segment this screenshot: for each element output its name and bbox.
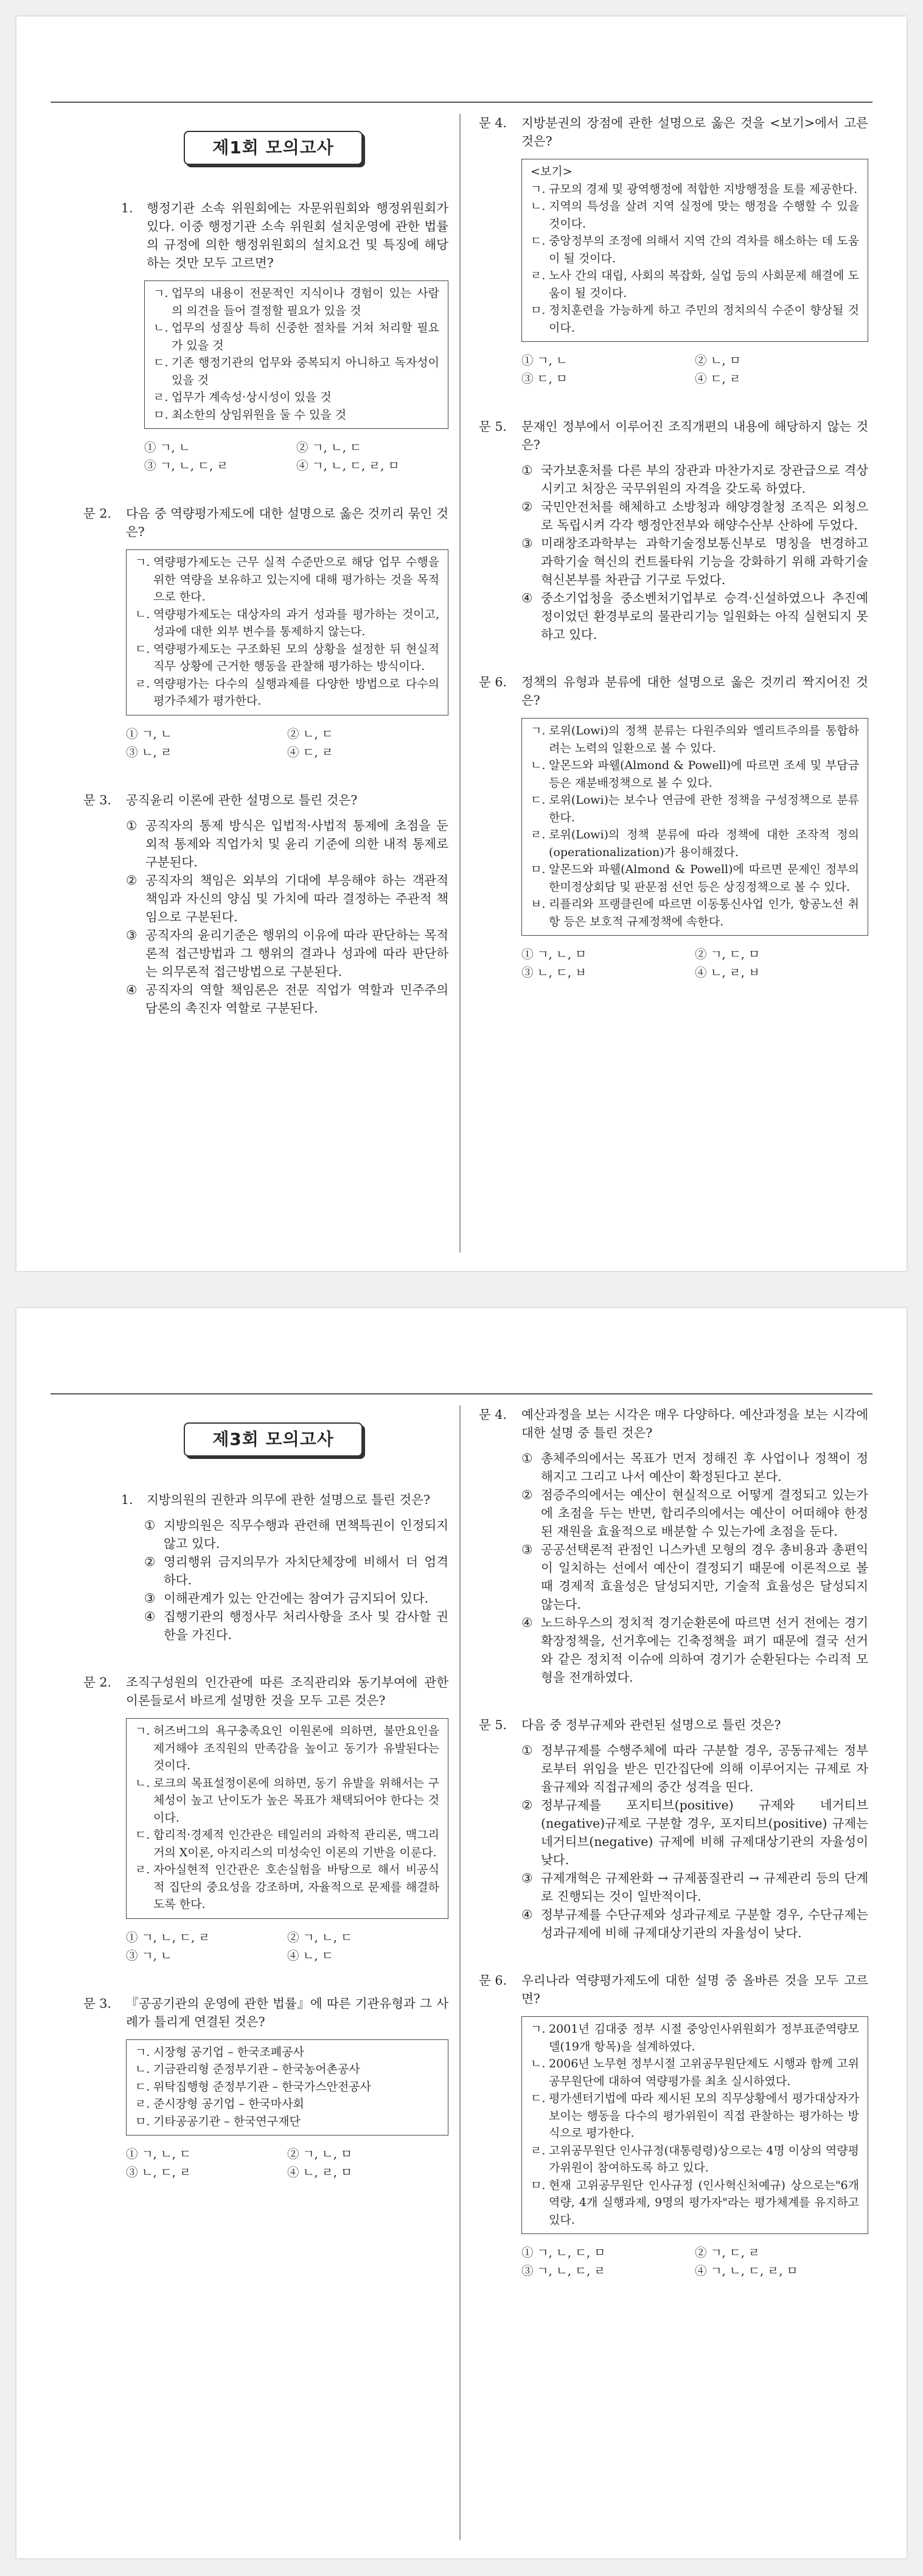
top-rule (51, 102, 872, 103)
list-item: ㄱ. 업무의 내용이 전문적인 지식이나 경험이 있는 사람의 의견을 들어 결정할 필요가 있을 것 (153, 287, 439, 318)
answer-option[interactable]: ③ ㄱ, ㄴ, ㄷ, ㄹ (144, 459, 229, 473)
page-title: 제1회 모의고사 (184, 131, 363, 165)
question-3 (83, 1994, 448, 2182)
answer-statement[interactable]: ④ 정부규제를 수단규제와 성과규제로 구분할 경우, 수단규제는 성과규제에 비해 규제대상기관의 자율성이 낮다. (521, 1907, 868, 1940)
list-item: ㄷ. 역량평가제도는 구조화된 모의 상황을 설정한 뒤 현실적 직무 상황에 근거한 행동을 관찰해 평가하는 방식이다. (135, 642, 439, 673)
answer-option[interactable]: ② ㄱ, ㄷ, ㄹ (695, 2246, 761, 2260)
answer-statement[interactable]: ③ 규제개혁은 규제완화 → 규제품질관리 → 규제관리 등의 단계로 진행되는 것이 일반적이다. (521, 1871, 868, 1904)
answer-option[interactable]: ③ ㄴ, ㄷ, ㄹ (126, 2165, 192, 2179)
exam-page-1 (16, 16, 907, 1271)
question-number: 문 5. (479, 1718, 507, 1732)
answer-option[interactable]: ④ ㄱ, ㄴ, ㄷ, ㄹ, ㅁ (296, 459, 400, 473)
answer-options (126, 725, 448, 762)
answer-statement[interactable]: ① 총체주의에서는 목표가 먼저 정해진 후 사업이나 정책이 정해지고 그리고 나서 예산이 확정된다고 본다. (521, 1451, 868, 1484)
answer-options (126, 2145, 448, 2182)
answer-statement[interactable]: ② 정부규제를 포지티브(positive) 규제와 네거티브(negative)규제로 구분할 경우, 포지티브(positive) 규제는 네거티브(negative) 규제에 비해 규제대상기관의 자율성이 낮다. (521, 1798, 868, 1867)
question-text: 문재인 정부에서 이루어진 조직개편의 내용에 해당하지 않는 것은? (521, 419, 868, 452)
question-text: 다음 중 정부규제와 관련된 설명으로 틀린 것은? (521, 1718, 781, 1732)
answer-statement[interactable]: ④ 중소기업청을 중소벤처기업부로 승격·신설하였으나 추진예정이었던 환경부로의 물관리기능 일원화는 아직 실현되지 못하고 있다. (521, 591, 868, 642)
answer-option[interactable]: ④ ㄷ, ㄹ (695, 372, 741, 386)
question-number: 문 6. (479, 675, 507, 689)
question-text: 우리나라 역량평가제도에 대한 설명 중 올바른 것을 모두 고르면? (521, 1973, 868, 2006)
question-text: 다음 중 역량평가제도에 대한 설명으로 옳은 것끼리 묶인 것은? (126, 506, 448, 539)
answer-option[interactable]: ③ ㄱ, ㄴ (126, 1948, 172, 1963)
list-item: ㅂ. 리플리와 프랭클린에 따르면 이동통신사업 인가, 항공노선 취항 등은 보호적 규제정책에 속한다. (531, 897, 859, 928)
list-item: ㄱ. 2001년 김대중 정부 시절 중앙인사위원회가 정부표준역량모델(19개 항목)을 설계하였다. (531, 2022, 859, 2053)
list-item: ㄹ. 역량평가는 다수의 실행과제를 다양한 방법으로 다수의 평가주체가 평가한다. (135, 677, 439, 708)
question-number: 문 6. (479, 1973, 507, 1988)
top-rule (51, 1393, 872, 1394)
answer-options (521, 945, 868, 982)
answer-statement[interactable]: ③ 이해관계가 있는 안건에는 참여가 금지되어 있다. (144, 1591, 429, 1606)
answer-option[interactable]: ① ㄱ, ㄴ, ㅁ (521, 947, 587, 961)
list-item: ㄷ. 평가센터기법에 따라 제시된 모의 직무상황에서 평가대상자가 보이는 행동을 다수의 평가위원이 직접 관찰하는 평가하는 방식으로 평가한다. (531, 2092, 859, 2140)
question-2 (83, 1673, 448, 1965)
list-item: ㄹ. 업무가 계속성·상시성이 있을 것 (153, 391, 332, 404)
items-box (521, 2016, 868, 2234)
answer-option[interactable]: ④ ㄱ, ㄴ, ㄷ, ㄹ, ㅁ (695, 2264, 798, 2278)
question-4 (479, 114, 868, 388)
items-box (144, 280, 448, 429)
list-item: ㅁ. 기타공공기관 – 한국연구재단 (135, 2114, 301, 2128)
items-box (521, 718, 868, 936)
answer-option[interactable]: ④ ㄴ, ㄹ, ㅁ (287, 2165, 353, 2179)
list-item: ㄱ. 규모의 경제 및 광역행정에 적합한 지방행정을 토를 제공한다. (531, 182, 858, 196)
page-title: 제3회 모의고사 (184, 1422, 363, 1457)
question-text: 지방의원의 권한과 의무에 관한 설명으로 틀린 것은? (147, 1492, 430, 1507)
list-item: ㄴ. 지역의 특성을 살려 지역 실정에 맞는 행정을 수행할 수 있을 것이다. (531, 200, 859, 231)
answer-option[interactable]: ② ㄱ, ㄴ, ㄷ (287, 1930, 353, 1944)
answer-option[interactable]: ② ㄱ, ㄴ, ㄷ (296, 440, 362, 454)
list-item: ㄱ. 시장형 공기업 – 한국조폐공사 (135, 2045, 304, 2059)
answer-statement[interactable]: ③ 공직자의 윤리기준은 행위의 이유에 따라 판단하는 목적론적 접근방법과 그 행위의 결과나 성과에 따라 판단하는 의무론적 접근방법으로 구분된다. (126, 927, 448, 979)
question-number: 1. (121, 1492, 133, 1507)
answer-statement[interactable]: ② 공직자의 책임은 외부의 기대에 부응해야 하는 객관적 책임과 자신의 양심 및 가치에 따라 결정하는 주관적 책임으로 구분된다. (126, 872, 448, 924)
example-box (521, 159, 868, 342)
list-item: ㄴ. 업무의 성질상 특히 신중한 절차를 거쳐 처리할 필요가 있을 것 (153, 321, 439, 352)
answer-statement[interactable]: ① 공직자의 통제 방식은 입법적·사법적 통제에 초점을 둔 외적 통제와 직업가치 및 윤리 기준에 의한 내적 통제로 구분된다. (126, 818, 448, 869)
question-number: 문 3. (83, 1996, 111, 2011)
question-4 (479, 1405, 868, 1687)
question-5 (479, 417, 868, 644)
answer-options (144, 439, 448, 475)
answer-option[interactable]: ② ㄴ, ㄷ (287, 726, 333, 741)
column-divider (459, 1405, 461, 2540)
answer-option[interactable]: ① ㄱ, ㄴ (521, 353, 568, 367)
answer-options (126, 1929, 448, 1965)
question-number: 문 5. (479, 419, 507, 434)
exam-page-2 (16, 1308, 907, 2558)
left-column (83, 114, 448, 1046)
answer-option[interactable]: ③ ㄱ, ㄴ, ㄷ, ㄹ (521, 2264, 606, 2278)
list-item: ㄴ. 역량평가제도는 대상자의 과거 성과를 평가하는 것이고, 성과에 대한 외부 변수를 통제하지 않는다. (135, 607, 439, 638)
answer-options (521, 2244, 868, 2280)
question-number: 문 2. (83, 506, 111, 521)
list-item: ㄹ. 준시장형 공기업 – 한국마사회 (135, 2097, 304, 2111)
question-1 (83, 1491, 448, 1644)
column-divider (459, 114, 461, 1253)
list-item: ㄱ. 로위(Lowi)의 정책 분류는 다원주의와 엘리트주의를 통합하려는 노력의 일환으로 볼 수 있다. (531, 724, 859, 755)
answer-option[interactable]: ① ㄱ, ㄴ, ㄷ, ㅁ (521, 2246, 606, 2260)
answer-option[interactable]: ② ㄱ, ㄷ, ㅁ (695, 947, 761, 961)
answer-statement[interactable]: ① 정부규제를 수행주체에 따라 구분할 경우, 공동규제는 정부로부터 위임을 받은 민간집단에 의해 이루어지는 규제로 자율규제와 직접규제의 중간 성격을 띤다. (521, 1743, 868, 1794)
answer-option[interactable]: ① ㄱ, ㄴ, ㄷ, ㄹ (126, 1930, 211, 1944)
list-item: ㄹ. 로위(Lowi)의 정책 분류에 따라 정책에 대한 조작적 정의(operationalization)가 용이해졌다. (531, 828, 859, 859)
question-number: 문 2. (83, 1675, 111, 1690)
question-text: 『공공기관의 운영에 관한 법률』에 따른 기관유형과 그 사례가 틀리게 연결된 것은? (126, 1996, 448, 2029)
question-text: 조직구성원의 인간관에 따른 조직관리와 동기부여에 관한 이론들로서 바르게 설명한 것을 모두 고른 것은? (126, 1675, 448, 1708)
question-number: 1. (121, 201, 133, 215)
list-item: ㄴ. 2006년 노무현 정부시절 고위공무원단제도 시행과 함께 고위공무원단에 대하여 역량평가를 최초 실시하였다. (531, 2057, 859, 2088)
list-item: ㄴ. 알몬드와 파웰(Almond & Powell)에 따르면 조세 및 부담금 등은 재분배정책으로 볼 수 있다. (531, 759, 859, 790)
right-column (479, 114, 868, 1011)
question-text: 지방분권의 장점에 관한 설명으로 옳은 것을 <보기>에서 고른 것은? (521, 116, 868, 148)
list-item: ㄷ. 중앙정부의 조정에 의해서 지역 간의 격차를 해소하는 데 도움이 될 것이다. (531, 234, 859, 265)
answer-option[interactable]: ④ ㄴ, ㄷ (287, 1948, 333, 1963)
answer-option[interactable]: ② ㄱ, ㄴ, ㅁ (287, 2147, 353, 2161)
answer-option[interactable]: ④ ㄷ, ㄹ (287, 745, 333, 759)
question-6 (479, 673, 868, 982)
answer-option[interactable]: ① ㄱ, ㄴ, ㄷ (126, 2147, 192, 2161)
question-number: 문 3. (83, 792, 111, 807)
answer-statement[interactable]: ③ 공공선택론적 관점인 니스카넨 모형의 경우 총비용과 총편익이 일치하는 선에서 예산이 결정되기 때문에 이론적으로 볼 때 경제적 효율성은 달성되지만, 기술적 효율성은 달성되지 않는다. (521, 1542, 868, 1612)
answer-option[interactable]: ④ ㄴ, ㄹ, ㅂ (695, 966, 761, 980)
list-item: ㄷ. 위탁집행형 준정부기관 – 한국가스안전공사 (135, 2080, 371, 2094)
list-item: ㄹ. 노사 간의 대립, 사회의 복잡화, 실업 등의 사회문제 해결에 도움이 될 것이다. (531, 269, 859, 300)
question-text: 정책의 유형과 분류에 대한 설명으로 옳은 것끼리 짝지어진 것은? (521, 675, 868, 708)
list-item: ㄷ. 로위(Lowi)는 보수나 연금에 관한 정책을 구성정책으로 분류한다. (531, 793, 859, 824)
question-text: 예산과정을 보는 시각은 매우 다양하다. 예산과정을 보는 시각에 대한 설명 중 틀린 것은? (521, 1407, 868, 1440)
answer-statement[interactable]: ② 국민안전처를 해체하고 소방청과 해양경찰청 조직은 외청으로 독립시켜 각각 행정안전부와 해양수산부 산하에 두었다. (521, 500, 868, 532)
question-2 (83, 504, 448, 762)
left-column (83, 1405, 448, 2211)
list-item: ㄱ. 허즈버그의 욕구충족요인 이원론에 의하면, 불만요인을 제거해야 조직원의 만족감을 높이고 동기가 유발된다는 것이다. (135, 1724, 439, 1772)
answer-option[interactable]: ③ ㄷ, ㅁ (521, 372, 568, 386)
list-item: ㄷ. 기존 행정기관의 업무와 중복되지 아니하고 독자성이 있을 것 (153, 356, 439, 387)
list-item: ㅁ. 알몬드와 파웰(Almond & Powell)에 따르면 문제인 정부의 한미정상회담 및 판문점 선언 등은 상징정책으로 볼 수 있다. (531, 863, 859, 894)
items-box (126, 549, 448, 715)
question-3 (83, 791, 448, 1017)
list-item: ㄹ. 고위공무원단 인사규정(대통령령)상으로는 4명 이상의 역량평가위원이 참여하도록 하고 있다. (531, 2143, 859, 2174)
answer-options (521, 352, 868, 388)
question-number: 문 4. (479, 116, 507, 130)
answer-statement[interactable]: ④ 집행기관의 행정사무 처리사항을 조사 및 감사할 권한을 가진다. (144, 1609, 448, 1642)
answer-option[interactable]: ③ ㄴ, ㄷ, ㅂ (521, 966, 587, 980)
list-item: ㄱ. 역량평가제도는 근무 실적 수준만으로 해당 업무 수행을 위한 역량을 보유하고 있는지에 대해 평가하는 것을 목적으로 한다. (135, 555, 439, 604)
question-6 (479, 1971, 868, 2280)
answer-statement[interactable]: ② 영리행위 금지의무가 자치단체장에 비해서 더 엄격하다. (144, 1554, 448, 1587)
answer-option[interactable]: ① ㄱ, ㄴ (126, 726, 172, 741)
question-text: 공직윤리 이론에 관한 설명으로 틀린 것은? (126, 792, 358, 807)
answer-option[interactable]: ① ㄱ, ㄴ (144, 440, 190, 454)
list-item: ㄷ. 합리적·경제적 인간관은 테일러의 과학적 관리론, 맥그리거의 X이론, 아지리스의 미성숙인 이론의 기반을 이룬다. (135, 1828, 439, 1859)
list-item: ㄴ. 기금관리형 준정부기관 – 한국농어촌공사 (135, 2063, 360, 2076)
answer-option[interactable]: ③ ㄴ, ㄹ (126, 745, 172, 759)
answer-statement[interactable]: ① 지방의원은 직무수행과 관련해 면책특권이 인정되지 않고 있다. (144, 1518, 448, 1551)
answer-statement[interactable]: ④ 노드하우스의 정치적 경기순환론에 따르면 선거 전에는 경기확장정책을, 선거후에는 긴축정책을 펴기 때문에 결국 선거와 같은 정치적 이슈에 의하여 경기가 순환된다는 수리적 모형을 전개하였다. (521, 1615, 868, 1685)
question-1 (83, 199, 448, 475)
list-item: ㅁ. 현재 고위공무원단 인사규정 (인사혁신처예규) 상으로는"6개 역량, 4개 실행과제, 9명의 평가자"라는 평가체계를 유지하고 있다. (531, 2178, 859, 2227)
question-5 (479, 1716, 868, 1942)
items-box (126, 2039, 448, 2136)
answer-statement[interactable]: ② 점증주의에서는 예산이 현실적으로 어떻게 결정되고 있는가에 초점을 두는 반면, 합리주의에서는 예산이 어떠해야 한정된 재원을 효율적으로 배분할 수 있는가에 초점을 둔다. (521, 1488, 868, 1539)
right-column (479, 1405, 868, 2310)
answer-statement[interactable]: ③ 미래창조과학부는 과학기술정보통신부로 명칭을 변경하고 과학기술 혁신의 컨트롤타워 기능을 강화하기 위해 과학기술혁신본부를 차관급 기구로 두었다. (521, 536, 868, 587)
list-item: ㄹ. 자아실현적 인간관은 호손실험을 바탕으로 해서 비공식적 집단의 중요성을 강조하며, 자율적으로 문제를 해결하도록 한다. (135, 1863, 439, 1911)
question-text: 행정기관 소속 위원회에는 자문위원회와 행정위원회가 있다. 이중 행정기관 소속 위원회 설치운영에 관한 법률의 규정에 의한 행정위원회의 설치요건 및 특징에 해당하는 것만 모두 고르면? (147, 201, 448, 270)
answer-option[interactable]: ② ㄴ, ㅁ (695, 353, 741, 367)
list-item: ㅁ. 최소한의 상임위원을 둘 수 있을 것 (153, 408, 347, 422)
list-item: ㅁ. 정치훈련을 가능하게 하고 주민의 정치의식 수준이 향상될 것이다. (531, 304, 859, 335)
list-item: ㄴ. 로크의 목표설정이론에 의하면, 동기 유발을 위해서는 구체성이 높고 난이도가 높은 목표가 채택되어야 한다는 것이다. (135, 1776, 439, 1825)
answer-statement[interactable]: ④ 공직자의 역할 책임론은 전문 직업가 역할과 민주주의 담론의 촉진자 역할로 구분된다. (126, 982, 448, 1015)
answer-statement[interactable]: ① 국가보훈처를 다른 부의 장관과 마찬가지로 장관급으로 격상시키고 처장은 국무위원의 자격을 갖도록 하였다. (521, 463, 868, 496)
box-title: <보기> (531, 165, 573, 178)
items-box (126, 1718, 448, 1919)
question-number: 문 4. (479, 1407, 507, 1422)
